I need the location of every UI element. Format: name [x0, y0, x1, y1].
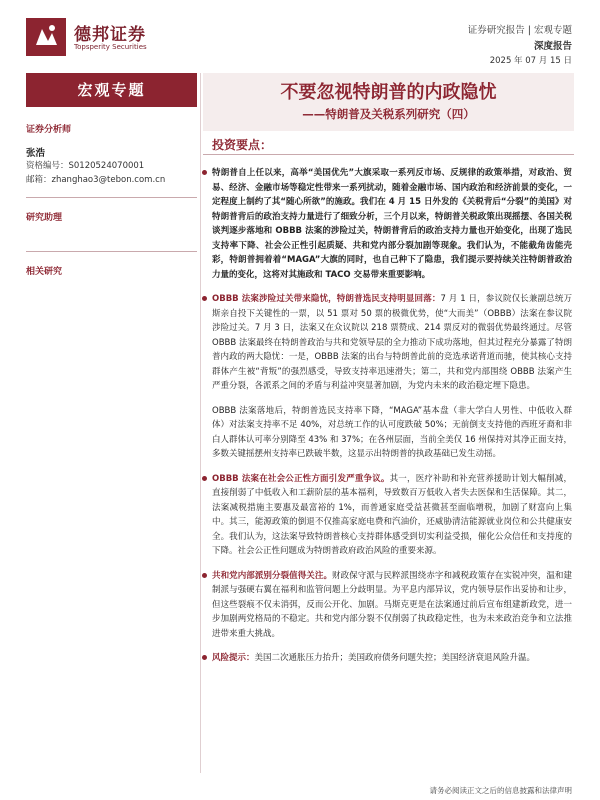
paragraph — [212, 404, 572, 462]
paragraph-text: 其一，医疗补助和补充营养援助计划大幅削减，直接削弱了中低收入和工薪阶层的基本福利，导致数百万低收入者失去医保和生活保障。其二，法案减税措施主要惠及最富裕的 1%，而普通家庭受益甚微甚至面临增税，加剧了财富向上集中。其三，能源政策的倒退不仅推高家庭电费和汽油价，还威胁清洁能源就业岗位和公共健康安全。我们认为，这法案导致特朗普核心支持群体感受到切实利益受损，催化公众信任和支持度的下降。社会公正性问题成为特朗普政府政治风险的重要来源。 — [212, 473, 572, 556]
paragraph-text: 美国二次通胀压力抬升；美国政府债务问题失控；美国经济衰退风险升温。 — [254, 653, 536, 663]
paragraph — [212, 166, 572, 282]
paragraph-text: 7 月 1 日，参议院仅长兼副总统万斯亲自投下关键性的一票，以 51 票对 50 票的极微优势，使“大而美”（OBBB）法案在参议院涉险过关。7 月 3 日，法案又在众议院以 218 票赞成、214 票反对的微弱优势最终通过。尽管 OBBB 法案最终在特朗普政治与共和党领导层的全力推动下成功落地，但其过程充分暴露了特朗普内政的两大隐忧：一是，OBBB 法案的出台与特朗普此前的竞选承诺背道而驰，使其核心支持群体产生被“背叛”的强烈感受，导致支持率迅速滑失；第二，共和党内部围绕 OBBB 法案产生严重分裂，各派系之间的矛盾与利益冲突显著加剧，为党内未来的政治稳定埋下隐患。 — [212, 294, 572, 391]
report-title: 不要忽视特朗普的内政隐忧 — [280, 82, 497, 103]
key-points-body — [212, 166, 572, 676]
paragraph-lead: 共和党内部派别分裂值得关注。 — [212, 570, 333, 581]
bullet-icon — [202, 296, 207, 301]
paragraph — [212, 292, 572, 394]
paragraph-lead: 风险提示： — [212, 653, 255, 663]
sidebar — [26, 110, 197, 277]
report-type: 证券研究报告 | 宏观专题 — [467, 25, 572, 36]
analyst-name: 张浩 — [26, 148, 46, 159]
divider — [26, 251, 197, 252]
paragraph — [212, 651, 572, 666]
paragraph-text: 特朗普自上任以来，高举“美国优先”大旗采取一系列反市场、反规律的政策举措，对政治、贸易、经济、金融市场等稳定性带来一系列扰动，随着金融市场、国内政治和经济前景的变化，一定程度上制约了其“随心所欲”的施政。我们在 4 月 15 日外发的《关税背后“分裂”的美国》对特朗普背后的政治支持力量进行了细致分析，三个月以来，特朗普关税政策出现摇摆、各国关税谈判逐步落地和 OBBB 法案的涉险过关，特朗普背后的政治支持力量也开始变化，出现了选民支持率下降、社会公正性引起质疑、共和党内部分裂加剧等现象。我们认为，不能截角齿能壳彩，特朗普拥着着“MAGA”大旗的同时，也自己种下了隐患，我们提示要持续关注特朗普政治力量的变化，这将对其施政和 TACO 交易带来重要影响。 — [212, 168, 572, 280]
bullet-icon — [202, 170, 207, 175]
related-label: 相关研究 — [26, 267, 63, 277]
brand-name: 德邦证券 — [74, 25, 146, 45]
analyst-cert: 资格编号：S0120524070001 — [26, 161, 145, 171]
bullet-icon — [202, 655, 207, 660]
paragraph-text: OBBB 法案落地后，特朗普选民支持率下降，“MAGA”基本盘（非大学白人男性、中低收入群体）对法案支持率不足 40%，对总统工作的认可度跌破 50%；无前倒支支持他的西班牙裔和非白人群体认可率分别降至 43% 和 37%；在各州层面，当前全美仅 16 州保持对其净正面支持，多数关键摇摆州支持率已跌破半数，这显示出特朗普的执政基础已发生动摇。 — [212, 405, 572, 459]
brand-name-en: Topsperity Securities — [74, 43, 147, 51]
column-divider — [200, 73, 201, 773]
paragraph — [212, 569, 572, 642]
brand-logo — [26, 18, 66, 56]
key-points-heading: 投资要点： — [212, 138, 273, 152]
bullet-icon — [202, 476, 207, 481]
report-date: 2025 年 07 月 15 日 — [489, 56, 572, 66]
paragraph — [212, 472, 572, 559]
assistant-label: 研究助理 — [26, 213, 63, 223]
divider — [203, 154, 574, 155]
paragraph-lead: OBBB 法案在社会公正性方面引发严重争议。 — [212, 473, 390, 484]
sidebar-tab: 宏观专题 — [26, 73, 197, 107]
page-header — [0, 0, 600, 70]
bullet-icon — [202, 573, 207, 578]
paragraph-text: 财政保守派与民粹派围绕赤字和减税政策存在实锐冲突，温和建制派与强硬右翼在福利和监管问题上分歧明显。为平息内部异议，党内领导层作出妥协和让步，但这些裂痕不仅未消弭，反而公开化、加剧。马斯克更是在法案通过前后宣布组建新政党，进一步加剧两党格局的不稳定。共和党内部分裂不仅削弱了执政稳定性，也为未来政治竞争和立法推进带来重大挑战。 — [212, 570, 572, 639]
report-subtype: 深度报告 — [533, 41, 572, 52]
analyst-email[interactable]: 邮箱：zhanghao3@tebon.com.cn — [26, 175, 166, 185]
paragraph-lead: OBBB 法案涉险过关带来隐忧，特朗普选民支持明显回落： — [212, 294, 441, 304]
analyst-label: 证券分析师 — [26, 125, 72, 135]
footer-disclaimer: 请务必阅读正文之后的信息披露和法律声明 — [429, 786, 572, 795]
report-subtitle: ——特朗普及关税系列研究（四） — [302, 107, 475, 121]
divider — [26, 197, 197, 198]
